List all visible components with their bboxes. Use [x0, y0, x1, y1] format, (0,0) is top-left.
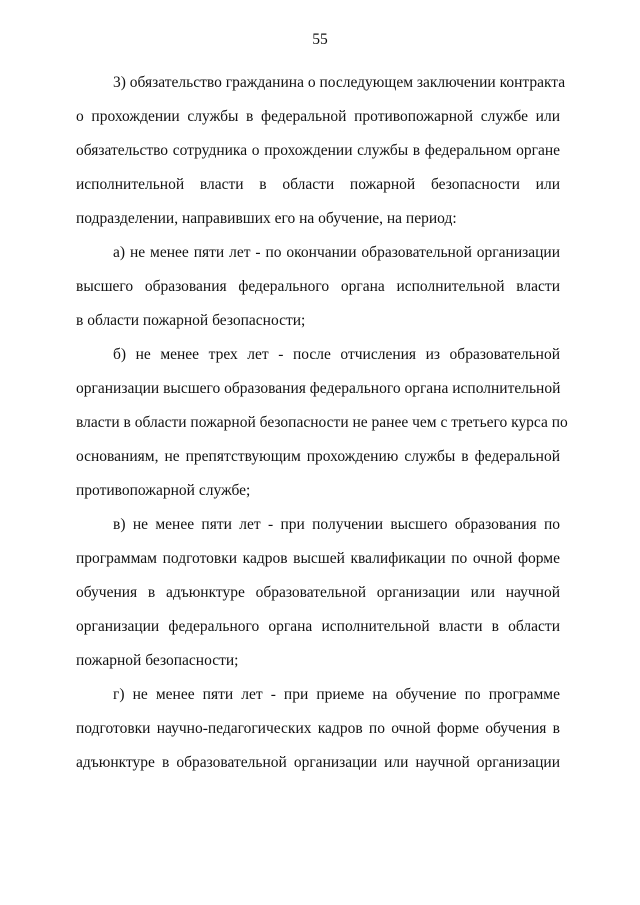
- text-line: 3) обязательство гражданина о последующем заключении контракта: [113, 74, 566, 91]
- text-line: адъюнктуре в образовательной организации или научной организации: [76, 754, 560, 771]
- text-line: основаниям, не препятствующим прохождению службы в федеральной: [76, 448, 560, 465]
- text-line: пожарной безопасности;: [76, 652, 239, 669]
- text-line: а) не менее пяти лет - по окончании образовательной организации: [113, 244, 560, 261]
- paragraph-v: [76, 508, 560, 678]
- text-line: обучения в адъюнктуре образовательной организации или научной: [76, 584, 560, 601]
- text-line: в области пожарной безопасности;: [76, 312, 306, 329]
- text-line: программам подготовки кадров высшей квалификации по очной форме: [76, 550, 560, 567]
- paragraph-3: [76, 66, 566, 236]
- text-line: б) не менее трех лет - после отчисления из образовательной: [113, 346, 560, 363]
- text-line: власти в области пожарной безопасности не ранее чем с третьего курса по: [76, 414, 568, 431]
- text-line: подразделении, направивших его на обучение, на период:: [76, 210, 457, 227]
- text-line: обязательство сотрудника о прохождении службы в федеральном органе: [76, 142, 560, 159]
- text-line: о прохождении службы в федеральной противопожарной службе или: [76, 108, 560, 125]
- text-line: исполнительной власти в области пожарной безопасности или: [76, 176, 560, 193]
- text-line: подготовки научно-педагогических кадров по очной форме обучения в: [76, 720, 560, 737]
- text-line: г) не менее пяти лет - при приеме на обучение по программе: [113, 686, 560, 703]
- text-line: высшего образования федерального органа исполнительной власти: [76, 278, 560, 295]
- document-body: [76, 66, 568, 780]
- page-number: 55: [312, 31, 328, 48]
- text-line: противопожарной службе;: [76, 482, 251, 499]
- text-line: организации федерального органа исполнительной власти в области: [76, 618, 560, 635]
- paragraph-a: [76, 236, 560, 338]
- paragraph-g: [76, 678, 560, 780]
- text-line: организации высшего образования федерального органа исполнительной: [76, 380, 561, 397]
- paragraph-b: [76, 338, 568, 508]
- text-line: в) не менее пяти лет - при получении высшего образования по: [113, 516, 560, 533]
